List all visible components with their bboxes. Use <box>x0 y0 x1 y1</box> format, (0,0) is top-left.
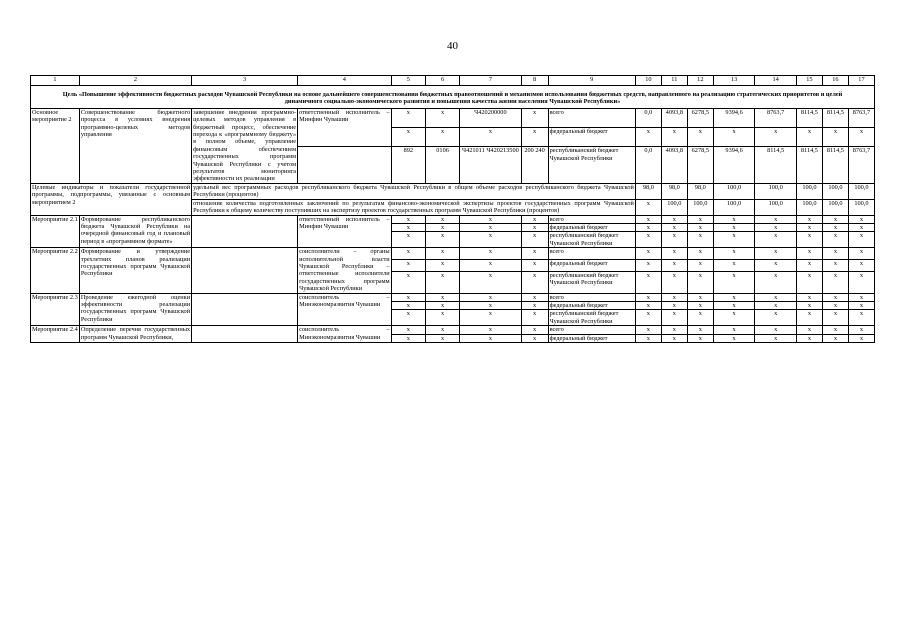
table-row <box>31 215 875 223</box>
value-cell: x <box>635 232 661 248</box>
rz-cell: x <box>425 293 459 301</box>
source-cell: всего <box>548 293 635 301</box>
value-cell: x <box>848 271 874 293</box>
value-cell: x <box>635 223 661 231</box>
value-cell: x <box>848 248 874 260</box>
value-cell: x <box>661 310 687 326</box>
value-cell: x <box>661 334 687 342</box>
activity-name: Совершенствование бюджетного процесса в условиях внедрения программно-целевых методов управления <box>79 108 191 183</box>
vr-cell: x <box>521 334 548 342</box>
csr-cell: x <box>460 232 521 248</box>
value-cell: x <box>687 259 713 271</box>
indicator-value: 100,0 <box>713 199 755 215</box>
indicator-label: Целевые индикаторы и показатели государственной программы, подпрограммы, увязанные с основным мероприятием 2 <box>31 183 192 215</box>
header-cell: 15 <box>796 76 822 86</box>
value-cell: x <box>635 293 661 301</box>
rz-cell: x <box>425 108 459 127</box>
source-cell: всего <box>548 326 635 334</box>
vr-cell: x <box>521 259 548 271</box>
grbs-cell: x <box>391 108 425 127</box>
activity-type: Основное мероприятие 2 <box>31 108 80 183</box>
measure-name: Формирование и утверждение трехлетних планов реализации государственных программ Чувашской Республики <box>79 248 191 293</box>
value-cell: x <box>848 215 874 223</box>
budget-table <box>30 75 875 343</box>
value-cell: 8114,5 <box>796 108 822 127</box>
value-cell: x <box>687 128 713 147</box>
value-cell: x <box>755 334 797 342</box>
measure-type: Мероприятие 2.4 <box>31 326 80 343</box>
value-cell: 8114,5 <box>796 147 822 183</box>
value-cell: x <box>796 310 822 326</box>
vr-cell: x <box>521 310 548 326</box>
csr-cell: x <box>460 334 521 342</box>
rz-cell: x <box>425 232 459 248</box>
value-cell: x <box>713 301 755 309</box>
value-cell: 6278,5 <box>687 147 713 183</box>
csr-cell: x <box>460 248 521 260</box>
csr-cell: x <box>460 310 521 326</box>
header-cell: 2 <box>79 76 191 86</box>
value-cell: x <box>796 334 822 342</box>
value-cell: 8114,5 <box>822 108 848 127</box>
value-cell: x <box>755 259 797 271</box>
source-cell: всего <box>548 248 635 260</box>
value-cell: x <box>713 215 755 223</box>
grbs-cell: x <box>391 301 425 309</box>
rz-cell: x <box>425 301 459 309</box>
vr-cell: x <box>521 128 548 147</box>
value-cell: x <box>713 223 755 231</box>
indicator-value: 100,0 <box>755 183 797 199</box>
value-cell: 8114,5 <box>822 147 848 183</box>
rz-cell: x <box>425 248 459 260</box>
value-cell: x <box>848 223 874 231</box>
value-cell: x <box>822 215 848 223</box>
value-cell: 8763,7 <box>848 108 874 127</box>
measure-executor: ответственный исполнитель – Минфин Чувашии <box>298 215 392 248</box>
value-cell: 0,0 <box>635 108 661 127</box>
value-cell: x <box>755 223 797 231</box>
value-cell: x <box>822 223 848 231</box>
value-cell: x <box>661 259 687 271</box>
value-cell: x <box>796 259 822 271</box>
indicator-value: 100,0 <box>687 199 713 215</box>
value-cell: x <box>822 271 848 293</box>
value-cell: x <box>713 248 755 260</box>
indicator-value: 100,0 <box>755 199 797 215</box>
rz-cell: x <box>425 334 459 342</box>
measure-type: Мероприятие 2.3 <box>31 293 80 326</box>
vr-cell: x <box>521 223 548 231</box>
source-cell: республиканский бюджет Чувашской Республики <box>548 232 635 248</box>
measure-executor: соисполнители – органы исполнительной власти Чувашской Республики – ответственные исполнители государственных программ Чувашской Республики <box>299 248 390 293</box>
indicator-value: 100,0 <box>822 199 848 215</box>
value-cell: x <box>713 259 755 271</box>
table-row <box>31 248 875 260</box>
header-cell: 17 <box>848 76 874 86</box>
value-cell: x <box>796 223 822 231</box>
measure-goal <box>192 215 298 248</box>
value-cell: x <box>848 326 874 334</box>
rz-cell: 0106 <box>425 147 459 183</box>
value-cell: x <box>755 248 797 260</box>
value-cell: x <box>822 310 848 326</box>
grbs-cell: x <box>391 271 425 293</box>
vr-cell: x <box>521 271 548 293</box>
indicator-value: 98,0 <box>687 183 713 199</box>
source-cell: республиканский бюджет Чувашской Республики <box>548 271 635 293</box>
value-cell: x <box>796 301 822 309</box>
value-cell: x <box>755 215 797 223</box>
value-cell: x <box>848 310 874 326</box>
indicator-value: 98,0 <box>661 183 687 199</box>
indicator-value: 100,0 <box>796 199 822 215</box>
source-cell: всего <box>548 108 635 127</box>
activity-goal: завершение внедрения программно-целевых методов управления в бюджетный процесс, обеспечение перехода к «программному бюджету» в полном объеме, управление финансовым обеспечением государственных программ Чувашской Республики с учетом результатов мониторинга эффективности их реализации <box>193 108 297 183</box>
csr-cell: x <box>460 215 521 223</box>
indicator-value: 100,0 <box>661 199 687 215</box>
table-row <box>31 326 875 334</box>
source-cell: федеральный бюджет <box>548 128 635 147</box>
value-cell: x <box>687 334 713 342</box>
value-cell: x <box>713 326 755 334</box>
grbs-cell: x <box>391 223 425 231</box>
vr-cell: x <box>521 293 548 301</box>
value-cell: x <box>635 259 661 271</box>
value-cell: x <box>822 248 848 260</box>
source-cell: республиканский бюджет Чувашской Республики <box>548 310 635 326</box>
value-cell: x <box>687 326 713 334</box>
table-row <box>31 108 875 127</box>
value-cell: x <box>755 232 797 248</box>
value-cell: x <box>661 128 687 147</box>
value-cell: x <box>661 232 687 248</box>
measure-goal <box>192 326 298 343</box>
grbs-cell: x <box>391 310 425 326</box>
grbs-cell: x <box>391 293 425 301</box>
value-cell: x <box>635 215 661 223</box>
value-cell: 8114,5 <box>755 147 797 183</box>
vr-cell: x <box>521 108 548 127</box>
header-cell: 11 <box>661 76 687 86</box>
header-cell: 7 <box>460 76 521 86</box>
indicator-value: x <box>635 199 661 215</box>
csr-cell: x <box>460 128 521 147</box>
value-cell: x <box>796 271 822 293</box>
value-cell: x <box>848 232 874 248</box>
value-cell: x <box>796 128 822 147</box>
header-cell: 4 <box>298 76 392 86</box>
indicator-value: 100,0 <box>848 183 874 199</box>
value-cell: x <box>796 326 822 334</box>
grbs-cell: x <box>391 232 425 248</box>
rz-cell: x <box>425 215 459 223</box>
value-cell: x <box>661 223 687 231</box>
rz-cell: x <box>425 271 459 293</box>
indicator-value: 100,0 <box>713 183 755 199</box>
indicator-text: удельный вес программных расходов республиканского бюджета Чувашской Республики в общем объеме расходов республиканского бюджета Чувашской Республики (процентов) <box>193 183 634 199</box>
value-cell: x <box>687 310 713 326</box>
value-cell: x <box>848 334 874 342</box>
source-cell: республиканский бюджет Чувашской Республики <box>548 147 635 183</box>
value-cell: x <box>713 334 755 342</box>
value-cell: x <box>635 326 661 334</box>
header-cell: 6 <box>425 76 459 86</box>
value-cell: x <box>635 271 661 293</box>
value-cell: x <box>687 271 713 293</box>
value-cell: x <box>661 248 687 260</box>
rz-cell: x <box>425 310 459 326</box>
value-cell: x <box>661 215 687 223</box>
value-cell: x <box>755 301 797 309</box>
measure-goal <box>192 293 298 326</box>
value-cell: 0,0 <box>635 147 661 183</box>
csr-cell: x <box>460 293 521 301</box>
value-cell: x <box>713 310 755 326</box>
vr-cell: x <box>521 301 548 309</box>
empty-cell <box>298 147 392 183</box>
value-cell: x <box>713 293 755 301</box>
value-cell: x <box>687 293 713 301</box>
grbs-cell: x <box>391 215 425 223</box>
value-cell: x <box>687 215 713 223</box>
value-cell: x <box>796 232 822 248</box>
header-cell: 3 <box>192 76 298 86</box>
vr-cell: x <box>521 215 548 223</box>
measure-goal <box>192 248 298 293</box>
value-cell: 4093,8 <box>661 147 687 183</box>
grbs-cell: x <box>391 326 425 334</box>
grbs-cell: x <box>391 334 425 342</box>
value-cell: x <box>755 326 797 334</box>
measure-name: Проведение ежегодной оценки эффективности реализации государственных программ Чувашской Республики <box>79 293 191 326</box>
indicator-value: 100,0 <box>822 183 848 199</box>
value-cell: x <box>687 232 713 248</box>
goal-text: Цель «Повышение эффективности бюджетных расходов Чувашской Республики на основе дальнейшего совершенствования бюджетных правоотношений и механизмов использования бюджетных средств, направленного на реализацию стратегических приоритетов и целей динамичного социально-экономического развития и повышения качества жизни населения Чувашской Республики» <box>31 86 875 109</box>
value-cell: x <box>755 310 797 326</box>
measure-type: Мероприятие 2.1 <box>31 215 80 248</box>
grbs-cell: x <box>391 128 425 147</box>
source-cell: всего <box>548 215 635 223</box>
page-number: 40 <box>447 40 458 52</box>
value-cell: x <box>713 271 755 293</box>
value-cell: x <box>713 232 755 248</box>
measure-type: Мероприятие 2.2 <box>31 248 80 293</box>
rz-cell: x <box>425 259 459 271</box>
value-cell: x <box>822 326 848 334</box>
value-cell: x <box>796 215 822 223</box>
indicator-value: 98,0 <box>635 183 661 199</box>
measure-executor: соисполнитель – Минэкономразвития Чувашии <box>298 293 392 326</box>
csr-cell: x <box>460 223 521 231</box>
rz-cell: x <box>425 326 459 334</box>
measure-executor: соисполнитель – Минэкономразвития Чувашии <box>299 326 390 341</box>
value-cell: x <box>635 310 661 326</box>
grbs-cell: x <box>391 248 425 260</box>
header-row <box>31 76 875 86</box>
value-cell: x <box>822 232 848 248</box>
source-cell: федеральный бюджет <box>548 223 635 231</box>
value-cell: x <box>848 293 874 301</box>
value-cell: x <box>661 326 687 334</box>
csr-cell: x <box>460 271 521 293</box>
source-cell: федеральный бюджет <box>548 301 635 309</box>
value-cell: x <box>822 293 848 301</box>
header-cell: 9 <box>548 76 635 86</box>
value-cell: x <box>713 128 755 147</box>
indicator-text: отношение количества подготовленных заключений по результатам финансово-экономической экспертизы проектов государственных программ Чувашской Республики к общему количеству поступивших на экспертизу проектов государственных программ Чувашской Республики (процентов) <box>193 199 634 215</box>
header-cell: 1 <box>31 76 80 86</box>
vr-cell: x <box>521 232 548 248</box>
goal-row <box>31 86 875 109</box>
value-cell: x <box>755 271 797 293</box>
value-cell: x <box>848 301 874 309</box>
value-cell: x <box>848 259 874 271</box>
indicator-value: 100,0 <box>796 183 822 199</box>
value-cell: x <box>796 248 822 260</box>
header-cell: 10 <box>635 76 661 86</box>
value-cell: x <box>755 128 797 147</box>
value-cell: x <box>796 293 822 301</box>
value-cell: x <box>822 301 848 309</box>
value-cell: x <box>661 293 687 301</box>
grbs-cell: x <box>391 259 425 271</box>
value-cell: 9394,6 <box>713 108 755 127</box>
vr-cell: 200 240 <box>521 147 548 183</box>
value-cell: x <box>822 128 848 147</box>
header-cell: 14 <box>755 76 797 86</box>
header-cell: 5 <box>391 76 425 86</box>
indicator-value: 100,0 <box>848 199 874 215</box>
header-cell: 13 <box>713 76 755 86</box>
value-cell: x <box>822 259 848 271</box>
vr-cell: x <box>521 248 548 260</box>
grbs-cell: 892 <box>391 147 425 183</box>
value-cell: 6278,5 <box>687 108 713 127</box>
value-cell: x <box>687 223 713 231</box>
value-cell: 8763,7 <box>848 147 874 183</box>
value-cell: x <box>755 293 797 301</box>
value-cell: x <box>635 334 661 342</box>
csr-cell: Ч421011 Ч420213500 <box>460 147 521 183</box>
source-cell: федеральный бюджет <box>548 334 635 342</box>
csr-cell: x <box>460 301 521 309</box>
csr-cell: x <box>460 259 521 271</box>
value-cell: x <box>822 334 848 342</box>
value-cell: x <box>635 128 661 147</box>
rz-cell: x <box>425 128 459 147</box>
source-cell: федеральный бюджет <box>548 259 635 271</box>
value-cell: 8763,7 <box>755 108 797 127</box>
value-cell: x <box>687 301 713 309</box>
table-row <box>31 293 875 301</box>
measure-name: Формирование республиканского бюджета Чувашской Республики на очередной финансовый год и плановый период в «программном формате» <box>79 215 191 248</box>
vr-cell: x <box>521 326 548 334</box>
header-cell: 8 <box>521 76 548 86</box>
value-cell: 4093,8 <box>661 108 687 127</box>
value-cell: x <box>661 271 687 293</box>
value-cell: x <box>635 248 661 260</box>
csr-cell: Ч420200000 <box>460 108 521 127</box>
value-cell: x <box>848 128 874 147</box>
header-cell: 12 <box>687 76 713 86</box>
activity-executor: ответственный исполнитель – Минфин Чувашии <box>298 108 392 147</box>
rz-cell: x <box>425 223 459 231</box>
value-cell: x <box>635 301 661 309</box>
value-cell: x <box>661 301 687 309</box>
csr-cell: x <box>460 326 521 334</box>
value-cell: 9394,6 <box>713 147 755 183</box>
budget-table-sheet <box>30 75 875 343</box>
measure-name: Определение перечня государственных программ Чувашской Республики, <box>80 326 191 341</box>
value-cell: x <box>687 248 713 260</box>
header-cell: 16 <box>822 76 848 86</box>
indicator-row <box>31 183 875 199</box>
